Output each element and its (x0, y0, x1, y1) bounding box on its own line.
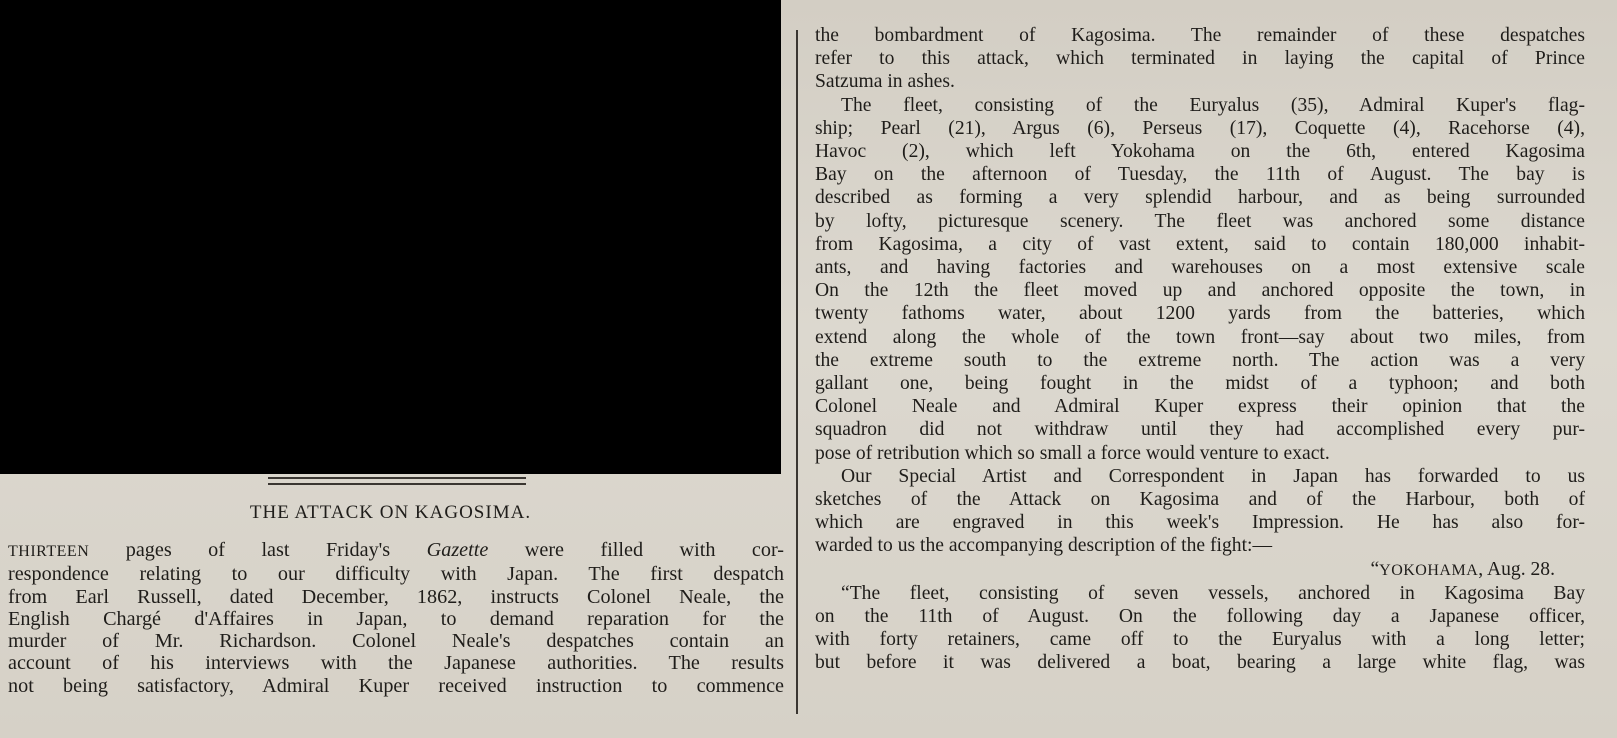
text-line (815, 302, 1585, 325)
text-run: from Earl Russell, dated December, 1862, instructs Colonel Neale, the (8, 585, 784, 608)
text-line (815, 582, 1585, 605)
heading-rule-top (268, 477, 526, 479)
text-line (815, 47, 1585, 70)
text-line (815, 210, 1585, 233)
text-run: by lofty, picturesque scenery. The fleet was anchored some distance (815, 210, 1585, 232)
text-run: the bombardment of Kagosima. The remainder of these despatches (815, 25, 1585, 46)
text-line (815, 233, 1585, 256)
text-line (815, 651, 1585, 674)
text-line (815, 605, 1585, 628)
text-line (8, 608, 784, 630)
text-run: Our Special Artist and Correspondent in Japan has forwarded to us (841, 465, 1585, 487)
text-run: pages of last Friday's (89, 539, 427, 561)
text-run: pose of retribution which so small a force would venture to exact. (815, 442, 1330, 464)
text-line (815, 186, 1585, 209)
right-column-text (815, 24, 1585, 675)
text-line (8, 675, 784, 697)
small-caps-text: THIRTEEN (8, 543, 90, 560)
text-line (815, 488, 1585, 511)
text-run: not being satisfactory, Admiral Kuper received instruction to commence (8, 674, 784, 697)
text-line (815, 558, 1585, 582)
text-line (815, 256, 1585, 279)
text-line (815, 534, 1585, 557)
text-line (815, 117, 1585, 140)
text-line (815, 465, 1585, 488)
text-line (8, 539, 784, 563)
text-run: On the 12th the fleet moved up and anchored opposite the town, in (815, 280, 1585, 302)
text-line (815, 628, 1585, 651)
text-run: Colonel Neale and Admiral Kuper express their opinion that the (815, 396, 1585, 418)
text-run: but before it was delivered a boat, bearing a large white flag, was (815, 652, 1585, 674)
text-run: Satzuma in ashes. (815, 71, 955, 93)
article-heading: THE ATTACK ON KAGOSIMA. (249, 502, 532, 523)
text-run: extend along the whole of the town front—say about two miles, from (815, 326, 1585, 348)
text-run: “ (1370, 558, 1380, 580)
text-line (8, 586, 784, 608)
text-line (815, 395, 1585, 418)
text-run: which are engraved in this week's Impression. He has also for- (815, 512, 1585, 534)
text-run: Bay on the afternoon of Tuesday, the 11th of August. The bay is (815, 164, 1585, 186)
text-run: murder of Mr. Richardson. Colonel Neale's despatches contain an (8, 630, 784, 653)
text-run: squadron did not withdraw until they had accomplished every pur- (815, 419, 1585, 441)
text-run: described as forming a very splendid harbour, and as being surrounded (815, 187, 1585, 209)
text-run: were filled with cor- (488, 539, 785, 561)
text-line (815, 326, 1585, 349)
text-line (815, 70, 1585, 93)
text-line (815, 163, 1585, 186)
text-run: the extreme south to the extreme north. The action was a very (815, 349, 1585, 371)
text-run: “The fleet, consisting of seven vessels, anchored in Kagosima Bay (841, 582, 1585, 604)
redacted-region (0, 0, 781, 474)
text-line (815, 418, 1585, 441)
text-line (8, 630, 784, 652)
text-line (815, 349, 1585, 372)
text-line (815, 94, 1585, 117)
text-run: , Aug. 28. (1478, 558, 1555, 580)
text-run: gallant one, being fought in the midst of a typhoon; and both (815, 373, 1585, 395)
column-divider (796, 30, 798, 714)
text-run: Havoc (2), which left Yokohama on the 6th, entered Kagosima (815, 141, 1585, 163)
text-run: with forty retainers, came off to the Euryalus with a long letter; (815, 629, 1585, 651)
text-line (815, 442, 1585, 465)
text-line (815, 511, 1585, 534)
text-line (815, 279, 1585, 302)
text-line (815, 140, 1585, 163)
italic-text: Gazette (426, 539, 489, 561)
text-run: refer to this attack, which terminated in laying the capital of Prince (815, 48, 1585, 70)
text-run: ship; Pearl (21), Argus (6), Perseus (17), Coquette (4), Racehorse (4), (815, 117, 1585, 139)
heading-rule-bottom (268, 483, 526, 485)
text-run: ants, and having factories and warehouses on a most extensive scale (815, 257, 1585, 279)
left-column-text (8, 539, 784, 697)
text-line (8, 563, 784, 585)
text-run: English Chargé d'Affaires in Japan, to demand reparation for the (8, 607, 784, 630)
text-run: warded to us the accompanying description of the fight:— (815, 535, 1273, 557)
text-run: respondence relating to our difficulty with Japan. The first despatch (8, 563, 784, 586)
text-line (8, 652, 784, 674)
text-run: account of his interviews with the Japanese authorities. The results (8, 652, 784, 675)
text-line (815, 24, 1585, 47)
text-run: on the 11th of August. On the following day a Japanese officer, (815, 606, 1585, 628)
text-run: sketches of the Attack on Kagosima and of the Harbour, both of (815, 489, 1585, 511)
text-line (815, 372, 1585, 395)
small-caps-text: YOKOHAMA (1379, 561, 1479, 579)
text-run: twenty fathoms water, about 1200 yards from the batteries, which (815, 303, 1585, 325)
text-run: The fleet, consisting of the Euryalus (35), Admiral Kuper's flag- (841, 94, 1585, 116)
text-run: from Kagosima, a city of vast extent, said to contain 180,000 inhabit- (815, 233, 1585, 255)
